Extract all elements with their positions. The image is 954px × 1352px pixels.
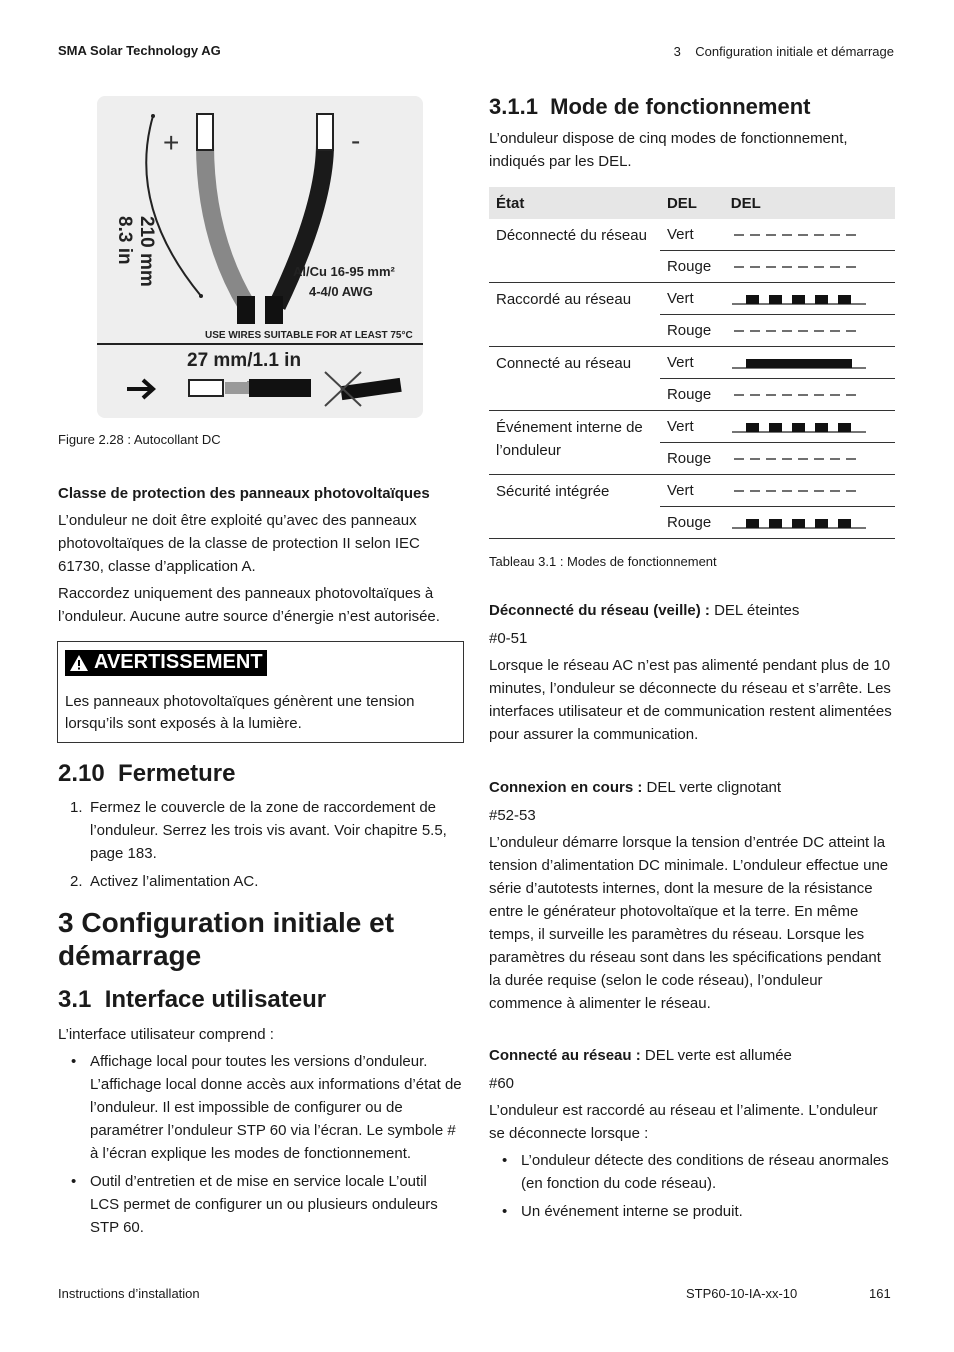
- state-cell: Déconnecté du réseau: [489, 219, 660, 283]
- chapter-3-title: 3 Configuration initiale et démarrage: [58, 907, 395, 971]
- led-pattern-blink-icon: [730, 291, 870, 307]
- section-2-10-title: 2.10 Fermeture: [58, 760, 236, 787]
- table-row: [489, 411, 895, 443]
- led-pattern-off-icon: [730, 451, 870, 467]
- modes-intro: L’onduleur dispose de cinq modes de fonctionnement, indiqués par les DEL.: [489, 130, 848, 170]
- ui-intro: L’interface utilisateur comprend :: [58, 1026, 274, 1043]
- header-state: État: [489, 187, 660, 219]
- led-blink-pulse: [838, 295, 851, 304]
- led-pattern-cell: [724, 347, 895, 379]
- plus-label: +: [163, 127, 180, 158]
- led-blink-pulse: [792, 423, 805, 432]
- led-blink-pulse: [769, 295, 782, 304]
- section-3-1-1-title: 3.1.1 Mode de fonctionnement: [489, 94, 811, 119]
- mode-standby-heading: Déconnecté du réseau (veille) : DEL éteintes: [489, 602, 800, 619]
- section-3-1-title: 3.1 Interface utilisateur: [58, 986, 327, 1013]
- led-pattern-cell: [724, 315, 895, 347]
- led-pattern-cell: [724, 219, 895, 251]
- led-pattern-cell: [724, 379, 895, 411]
- led-pattern-cell: [724, 283, 895, 315]
- led-color-cell: Vert: [660, 411, 724, 443]
- table-row: [489, 219, 895, 251]
- led-blink-pulse: [746, 519, 759, 528]
- led-pattern-blink-icon: [730, 515, 870, 531]
- led-pattern-cell: [724, 411, 895, 443]
- warning-label: [65, 650, 267, 676]
- led-color-cell: Rouge: [660, 443, 724, 475]
- mode-standby-code: #0-51: [489, 630, 528, 647]
- warning-box: [57, 641, 464, 743]
- wire-spec-2: 4-4/0 AWG: [309, 284, 373, 299]
- led-pattern-cell: [724, 251, 895, 283]
- led-color-cell: Rouge: [660, 251, 724, 283]
- header-company: SMA Solar Technology AG: [58, 43, 221, 58]
- led-blink-pulse: [815, 295, 828, 304]
- mode-connecting-text: L’onduleur démarre lorsque la tension d’entrée DC atteint la tension d’alimentation DC minimale. L’onduleur effectue une série d’autotests internes, dont la mesure de la résistance entre le générateur photovoltaïque et la terre. En même temps, il surveille les paramètres du réseau. Lorsque les paramètres du réseau sont dans les spécifications pendant la durée requise (selon le code réseau), l’onduleur commence à alimenter le réseau.: [489, 834, 889, 1012]
- header-section: 3 Configuration initiale et démarrage: [673, 44, 894, 59]
- led-blink-pulse: [838, 423, 851, 432]
- led-color-cell: Rouge: [660, 379, 724, 411]
- mode-ongrid-heading: Connecté au réseau : DEL verte est allumée: [489, 1047, 792, 1064]
- led-on-bar: [746, 359, 852, 368]
- mode-ongrid-bullets: [489, 1149, 895, 1228]
- led-blink-pulse: [769, 423, 782, 432]
- wire-spec-1: Al/Cu 16-95 mm²: [293, 264, 395, 279]
- led-color-cell: Vert: [660, 219, 724, 251]
- state-cell: Connecté au réseau: [489, 347, 660, 411]
- led-pattern-cell: [724, 507, 895, 539]
- mode-ongrid-code: #60: [489, 1075, 515, 1092]
- ui-bullet-2: • Outil d’entretien et de mise en service locale L’outil LCS permet de configurer un ou plusieurs onduleurs STP 60.: [71, 1173, 438, 1236]
- length-in-label: 8.3 in: [114, 216, 135, 265]
- warning-triangle-icon: [69, 654, 89, 672]
- led-pattern-off-icon: [730, 387, 870, 403]
- table-caption: Tableau 3.1 : Modes de fonctionnement: [489, 554, 717, 569]
- modes-table: [489, 187, 895, 539]
- footer-left: Instructions d’installation: [58, 1286, 200, 1301]
- wire-note: USE WIRES SUITABLE FOR AT LEAST 75°C: [205, 330, 413, 341]
- table-row: [489, 283, 895, 315]
- table-row: [489, 347, 895, 379]
- ongrid-bullet-1: • L’onduleur détecte des conditions de réseau anormales (en fonction du code réseau).: [502, 1152, 889, 1192]
- led-blink-pulse: [792, 295, 805, 304]
- protection-paragraph-1: L’onduleur ne doit être exploité qu’avec des panneaux photovoltaïques de la classe de protection II selon IEC 61730, classe d’application A.: [58, 512, 420, 575]
- led-color-cell: Vert: [660, 347, 724, 379]
- dc-sticker-figure: [97, 96, 423, 418]
- table-row: [489, 475, 895, 507]
- ongrid-bullet-2: • Un événement interne se produit.: [502, 1203, 743, 1220]
- led-blink-pulse: [815, 519, 828, 528]
- length-mm-label: 210 mm: [136, 216, 157, 287]
- ui-bullet-1: • Affichage local pour toutes les versions d’onduleur. L’affichage local donne accès aux informations d’état de l’onduleur. Il est impossible de configurer ou de paramétrer l’onduleur STP 60 via l’écran. Le symbole # à l’écran explique les modes de fonctionnement.: [71, 1053, 462, 1162]
- led-color-cell: Rouge: [660, 507, 724, 539]
- header-led-color: DEL: [660, 187, 724, 219]
- closing-steps: [58, 796, 468, 898]
- led-pattern-off-icon: [730, 259, 870, 275]
- dc-sticker-illustration: [97, 96, 423, 418]
- mode-standby-text: Lorsque le réseau AC n’est pas alimenté pendant plus de 10 minutes, l’onduleur se déconnecte du réseau et s’arrête. Les interfaces utilisateur et de communication restent alimentées pour assurer la communication.: [489, 657, 892, 743]
- led-blink-pulse: [815, 423, 828, 432]
- figure-caption: Figure 2.28 : Autocollant DC: [58, 432, 221, 447]
- state-cell: Sécurité intégrée: [489, 475, 660, 539]
- step-1: 1. Fermez le couvercle de la zone de raccordement de l’onduleur. Serrez les trois vis avant. Voir chapitre 5.5, page 183.: [70, 799, 447, 862]
- table-header-row: [489, 187, 895, 219]
- footer-page-number: 161: [869, 1286, 891, 1301]
- warning-text: Les panneaux photovoltaïques génèrent une tension lorsqu’ils sont exposés à la lumière.: [65, 693, 415, 732]
- protection-paragraph-2: Raccordez uniquement des panneaux photovoltaïques à l’onduleur. Aucune autre source d’énergie n’est autorisée.: [58, 585, 440, 625]
- led-blink-pulse: [792, 519, 805, 528]
- minus-label: -: [351, 125, 361, 156]
- footer-doc-number: STP60-10-IA-xx-10: [686, 1286, 798, 1301]
- protection-heading: Classe de protection des panneaux photovoltaïques: [58, 485, 430, 502]
- step-2: 2. Activez l’alimentation AC.: [70, 873, 259, 890]
- led-pattern-off-icon: [730, 227, 870, 243]
- warning-label-text: AVERTISSEMENT: [94, 651, 263, 673]
- header-led-pattern: DEL: [724, 187, 895, 219]
- led-blink-pulse: [769, 519, 782, 528]
- mode-connecting-code: #52-53: [489, 807, 536, 824]
- led-pattern-cell: [724, 443, 895, 475]
- led-pattern-off-icon: [730, 483, 870, 499]
- mode-ongrid-text: L’onduleur est raccordé au réseau et l’alimente. L’onduleur se déconnecte lorsque :: [489, 1102, 878, 1142]
- modes-table-wrapper: [489, 187, 895, 539]
- strip-length-label: 27 mm/1.1 in: [187, 350, 302, 371]
- led-pattern-blink-icon: [730, 419, 870, 435]
- led-blink-pulse: [838, 519, 851, 528]
- state-cell: Raccordé au réseau: [489, 283, 660, 347]
- led-pattern-off-icon: [730, 323, 870, 339]
- led-blink-pulse: [746, 295, 759, 304]
- led-color-cell: Vert: [660, 283, 724, 315]
- led-color-cell: Vert: [660, 475, 724, 507]
- led-color-cell: Rouge: [660, 315, 724, 347]
- led-pattern-cell: [724, 475, 895, 507]
- led-pattern-on-icon: [730, 355, 870, 371]
- state-cell: Événement interne de l’onduleur: [489, 411, 660, 475]
- ui-bullet-list: [58, 1050, 468, 1244]
- mode-connecting-heading: Connexion en cours : DEL verte clignotant: [489, 779, 782, 796]
- led-blink-pulse: [746, 423, 759, 432]
